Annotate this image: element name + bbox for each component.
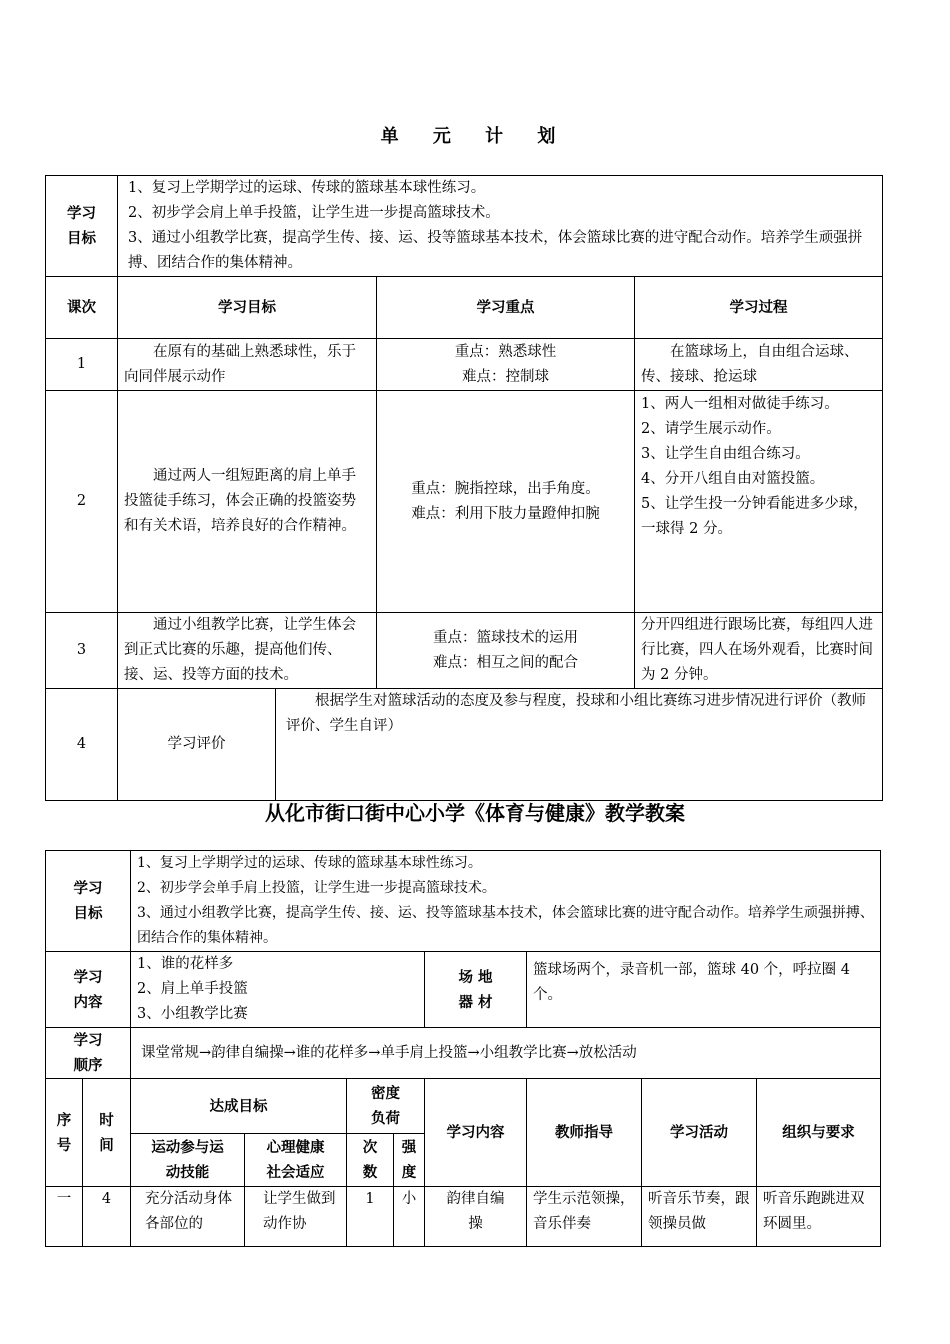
lp-header-activity: 学习活动 — [642, 1079, 757, 1187]
lesson-1-process: 在篮球场上，自由组合运球、传、接球、抢运球 — [635, 339, 883, 391]
lesson-2-focus — [377, 391, 635, 613]
lesson-2-step-2: 2、请学生展示动作。 — [641, 421, 781, 437]
lesson-2-num: 2 — [46, 391, 118, 613]
lesson-plan-table — [45, 850, 881, 1247]
unit-goals — [118, 176, 883, 277]
header-process: 学习过程 — [635, 277, 883, 339]
lp-header-intensity: 强 度 — [394, 1134, 425, 1187]
lp-row1-mental: 让学生做到动作协 — [245, 1187, 347, 1247]
lp-row1-intensity: 小 — [394, 1187, 425, 1247]
lp-header-seq: 序 号 — [46, 1079, 83, 1187]
lp-row1-teacher: 学生示范领操，音乐伴奏 — [527, 1187, 642, 1247]
unit-goal-3: 3、通过小组教学比赛，提高学生传、接、运、投等篮球基本技术，体会篮球比赛的进守配合动作。培养学生顽强拼搏、团结合作的集体精神。 — [128, 230, 863, 271]
lp-header-mental: 心理健康 社会适应 — [245, 1134, 347, 1187]
lesson-2-step-4: 4、分开八组自由对篮投篮。 — [641, 471, 825, 487]
lp-header-content: 学习内容 — [425, 1079, 527, 1187]
lp-content-3: 3、小组教学比赛 — [137, 1006, 248, 1022]
lp-order: 课堂常规→韵律自编操→谁的花样多→单手肩上投篮→小组教学比赛→放松活动 — [131, 1028, 881, 1079]
lp-goals — [131, 851, 881, 952]
lesson-4-num: 4 — [46, 689, 118, 801]
lp-venue-label: 场 地 器 材 — [425, 952, 527, 1028]
evaluation-text: 根据学生对篮球活动的态度及参与程度，投球和小组比赛练习进步情况进行评价（教师评价、学生自评） — [276, 689, 883, 801]
lesson-2-difficulty: 难点：利用下肢力量蹬伸扣腕 — [411, 505, 600, 522]
lp-goals-label: 学习 目标 — [46, 851, 131, 952]
lp-row1-activity: 听音乐节奏，跟领操员做 — [642, 1187, 757, 1247]
lp-header-motor: 运动参与运 动技能 — [131, 1134, 245, 1187]
lp-header-time: 时 间 — [83, 1079, 131, 1187]
lp-goal-3: 3、通过小组教学比赛，提高学生传、接、运、投等篮球基本技术，体会篮球比赛的进守配合动作。培养学生顽强拼搏、团结合作的集体精神。 — [137, 905, 874, 946]
lesson-1-key: 重点：熟悉球性 — [454, 343, 557, 360]
lp-content-label: 学习 内容 — [46, 952, 131, 1028]
lesson-plan-title: 从化市街口街中心小学《体育与健康》教学教案 — [265, 801, 685, 825]
lp-row1-motor: 充分活动身体各部位的 — [131, 1187, 245, 1247]
header-lesson-num: 课次 — [46, 277, 118, 339]
unit-goal-1: 1、复习上学期学过的运球、传球的篮球基本球性练习。 — [128, 180, 486, 196]
lp-row1-time: 4 — [83, 1187, 131, 1247]
lp-venue: 篮球场两个，录音机一部，篮球 40 个，呼拉圈 4 个。 — [527, 952, 881, 1028]
lesson-2-step-5: 5、让学生投一分钟看能进多少球，一球得 2 分。 — [641, 496, 868, 537]
header-focus: 学习重点 — [377, 277, 635, 339]
lesson-1-difficulty: 难点：控制球 — [462, 368, 549, 385]
lp-goal-2: 2、初步学会单手肩上投篮，让学生进一步提高篮球技术。 — [137, 880, 496, 896]
lp-header-times: 次 数 — [347, 1134, 394, 1187]
lp-row1-org: 听音乐跑跳进双环圆里。 — [757, 1187, 881, 1247]
lp-row1-times: 1 — [347, 1187, 394, 1247]
lesson-3-key: 重点：篮球技术的运用 — [433, 629, 578, 646]
unit-goals-label: 学习 目标 — [46, 176, 118, 277]
lesson-3-num: 3 — [46, 613, 118, 689]
lp-row1-seq: 一 — [46, 1187, 83, 1247]
lesson-2-step-3: 3、让学生自由组合练习。 — [641, 446, 810, 462]
lp-order-label: 学习 顺序 — [46, 1028, 131, 1079]
lesson-3-goal: 通过小组教学比赛，让学生体会到正式比赛的乐趣，提高他们传、接、运、投等方面的技术。 — [118, 613, 377, 689]
unit-plan-title: 单 元 计 划 — [380, 126, 570, 147]
unit-plan-table — [45, 175, 883, 801]
lp-content-2: 2、肩上单手投篮 — [137, 981, 248, 997]
lp-row1-content: 韵律自编操 — [425, 1187, 527, 1247]
lp-goal-1: 1、复习上学期学过的运球、传球的篮球基本球性练习。 — [137, 855, 482, 871]
lesson-3-focus — [377, 613, 635, 689]
lp-header-org: 组织与要求 — [757, 1079, 881, 1187]
lesson-2-process — [635, 391, 883, 613]
lp-header-target: 达成目标 — [131, 1079, 347, 1134]
lesson-3-process: 分开四组进行跟场比赛，每组四人进行比赛，四人在场外观看，比赛时间为 2 分钟。 — [635, 613, 883, 689]
header-goal: 学习目标 — [118, 277, 377, 339]
evaluation-label: 学习评价 — [118, 689, 276, 801]
lesson-2-key: 重点：腕指控球，出手角度。 — [411, 480, 600, 497]
lesson-1-focus — [377, 339, 635, 391]
lesson-3-difficulty: 难点：相互之间的配合 — [433, 654, 578, 671]
lesson-2-goal: 通过两人一组短距离的肩上单手投篮徒手练习，体会正确的投篮姿势和有关术语，培养良好的合作精神。 — [118, 391, 377, 613]
lp-content-1: 1、谁的花样多 — [137, 956, 234, 972]
lesson-1-num: 1 — [46, 339, 118, 391]
lp-header-teacher: 教师指导 — [527, 1079, 642, 1187]
lesson-1-goal: 在原有的基础上熟悉球性，乐于向同伴展示动作 — [118, 339, 377, 391]
lesson-2-step-1: 1、两人一组相对做徒手练习。 — [641, 396, 839, 412]
unit-goal-2: 2、初步学会肩上单手投篮，让学生进一步提高篮球技术。 — [128, 205, 500, 221]
lp-contents — [131, 952, 425, 1028]
lp-header-density: 密度 负荷 — [347, 1079, 425, 1134]
